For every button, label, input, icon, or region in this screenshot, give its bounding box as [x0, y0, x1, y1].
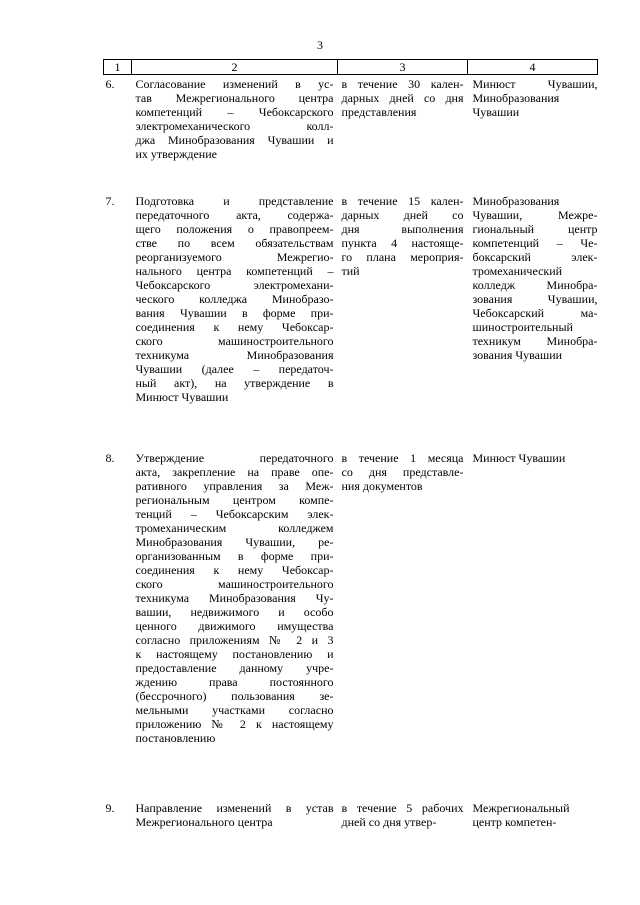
cell-text-line: Чувашии, Межре- — [472, 208, 598, 222]
cell-text-line: Минобразования — [472, 194, 560, 208]
cell-text-line: тромеханическим колледжем — [135, 521, 334, 535]
cell-text-line: в течение 5 рабочих — [341, 801, 464, 815]
cell-text-line: в течение 30 кален- — [341, 77, 464, 91]
cell-text-line: их утверждение — [135, 147, 217, 161]
cell-text-line: Направление изменений в устав — [135, 801, 334, 815]
cell-text-line: передаточного акта, содержа- — [135, 208, 334, 222]
cell-text-line: Межрегиональный — [472, 801, 570, 815]
table-row — [104, 799, 598, 861]
cell-text-line: предоставление данному учре- — [135, 661, 334, 675]
cell-text-line: стве по всем обязательствам — [135, 236, 334, 250]
action-cell — [132, 192, 338, 449]
cell-text-line: зования Чувашии — [472, 348, 563, 362]
cell-text-line: (бессрочного) пользования зе- — [135, 689, 334, 703]
responsible-cell — [468, 192, 598, 449]
cell-text-line: организованным в форме при- — [135, 549, 334, 563]
table-row — [104, 75, 598, 193]
responsible-cell — [468, 75, 598, 193]
deadline-cell — [338, 75, 468, 193]
cell-text-line: ческого колледжа Минобразо- — [135, 292, 334, 306]
cell-text-line: Согласование изменений в ус- — [135, 77, 334, 91]
cell-text-line: ративного управления за Меж- — [135, 479, 334, 493]
table-row — [104, 192, 598, 449]
cell-text-line: соединения к нему Чебоксар- — [135, 320, 334, 334]
cell-text-line: Минюст Чувашии, — [472, 77, 598, 91]
action-cell — [132, 799, 338, 861]
row-number: 6. — [105, 77, 115, 91]
column-header-3: 3 — [338, 60, 468, 75]
cell-text-line: ный акт), на утверждение в — [135, 376, 334, 390]
cell-text-line: Межрегионального центра — [135, 815, 273, 829]
cell-text-line: Минюст Чувашии — [472, 451, 566, 465]
cell-text-line: в течение 15 кален- — [341, 194, 464, 208]
cell-text-line: дарных дней со дня — [341, 91, 464, 105]
cell-text-line: Минобразования Чувашии, ре- — [135, 535, 334, 549]
cell-text-line: дней со дня утвер- — [341, 815, 437, 829]
cell-text-line: нального центра компетенций – — [135, 264, 334, 278]
row-number: 8. — [105, 451, 115, 465]
cell-text-line: региональным центром компе- — [135, 493, 334, 507]
responsible-cell — [468, 799, 598, 861]
cell-text-line: тав Межрегионального центра — [135, 91, 334, 105]
cell-text-line: мельными участками согласно — [135, 703, 334, 717]
cell-text-line: дарных дней со — [341, 208, 464, 222]
cell-text-line: ского машиностроительного — [135, 577, 334, 591]
cell-text-line: компетенций – Че- — [472, 236, 598, 250]
cell-text-line: тенций – Чебоксарским элек- — [135, 507, 334, 521]
table-row — [104, 449, 598, 799]
row-number: 9. — [105, 801, 115, 815]
cell-text-line: Чувашии — [472, 105, 520, 119]
action-cell — [132, 449, 338, 799]
column-header-1: 1 — [104, 60, 132, 75]
deadline-cell — [338, 192, 468, 449]
cell-text-line: Подготовка и представление — [135, 194, 334, 208]
cell-text-line: техникум Минобра- — [472, 334, 598, 348]
table-header-row — [104, 60, 598, 75]
page-number: 3 — [317, 38, 323, 52]
cell-text-line: вашии, недвижимого и особо — [135, 605, 334, 619]
cell-text-line: гиональный центр — [472, 222, 598, 236]
cell-text-line: постановлению — [135, 731, 216, 745]
cell-text-line: го плана мероприя- — [341, 250, 464, 264]
cell-text-line: к настоящему постановлению и — [135, 647, 334, 661]
cell-text-line: боксарский элек- — [472, 250, 598, 264]
deadline-cell — [338, 449, 468, 799]
cell-text-line: электромеханического колл- — [135, 119, 334, 133]
cell-text-line: шиностроительный — [472, 320, 573, 334]
cell-text-line: джа Минобразования Чувашии и — [135, 133, 334, 147]
cell-text-line: Утверждение передаточного — [135, 451, 334, 465]
cell-text-line: Чебоксарский ма- — [472, 306, 598, 320]
cell-text-line: колледж Минобра- — [472, 278, 598, 292]
cell-text-line: щего положения о правопреем- — [135, 222, 334, 236]
row-number: 7. — [105, 194, 115, 208]
cell-text-line: пункта 4 настояще- — [341, 236, 464, 250]
cell-text-line: со дня представле- — [341, 465, 464, 479]
cell-text-line: компетенций – Чебоксарского — [135, 105, 334, 119]
cell-text-line: тий — [341, 264, 360, 278]
cell-text-line: ния документов — [341, 479, 423, 493]
cell-text-line: реорганизуемого Межрегио- — [135, 250, 334, 264]
action-cell — [132, 75, 338, 193]
cell-text-line: представления — [341, 105, 417, 119]
cell-text-line: техникума Минобразования — [135, 348, 334, 362]
cell-text-line: ценного движимого имущества — [135, 619, 334, 633]
column-header-4: 4 — [468, 60, 598, 75]
cell-text-line: зования Чувашии, — [472, 292, 598, 306]
action-plan-table — [103, 59, 598, 861]
cell-text-line: Минобразования — [472, 91, 560, 105]
cell-text-line: в течение 1 месяца — [341, 451, 464, 465]
cell-text-line: Чебоксарского электромехани- — [135, 278, 334, 292]
deadline-cell — [338, 799, 468, 861]
cell-text-line: согласно приложениям № 2 и 3 — [135, 633, 334, 647]
cell-text-line: ского машиностроительного — [135, 334, 334, 348]
cell-text-line: тромеханический — [472, 264, 563, 278]
cell-text-line: Минюст Чувашии — [135, 390, 229, 404]
cell-text-line: техникума Минобразования Чу- — [135, 591, 334, 605]
cell-text-line: ждению права постоянного — [135, 675, 334, 689]
cell-text-line: приложению № 2 к настоящему — [135, 717, 334, 731]
responsible-cell — [468, 449, 598, 799]
cell-text-line: вания Чувашии в форме при- — [135, 306, 334, 320]
cell-text-line: акта, закрепление на праве опе- — [135, 465, 334, 479]
cell-text-line: центр компетен- — [472, 815, 557, 829]
column-header-2: 2 — [132, 60, 338, 75]
cell-text-line: дня выполнения — [341, 222, 464, 236]
cell-text-line: Чувашии (далее – передаточ- — [135, 362, 334, 376]
cell-text-line: соединения к нему Чебоксар- — [135, 563, 334, 577]
